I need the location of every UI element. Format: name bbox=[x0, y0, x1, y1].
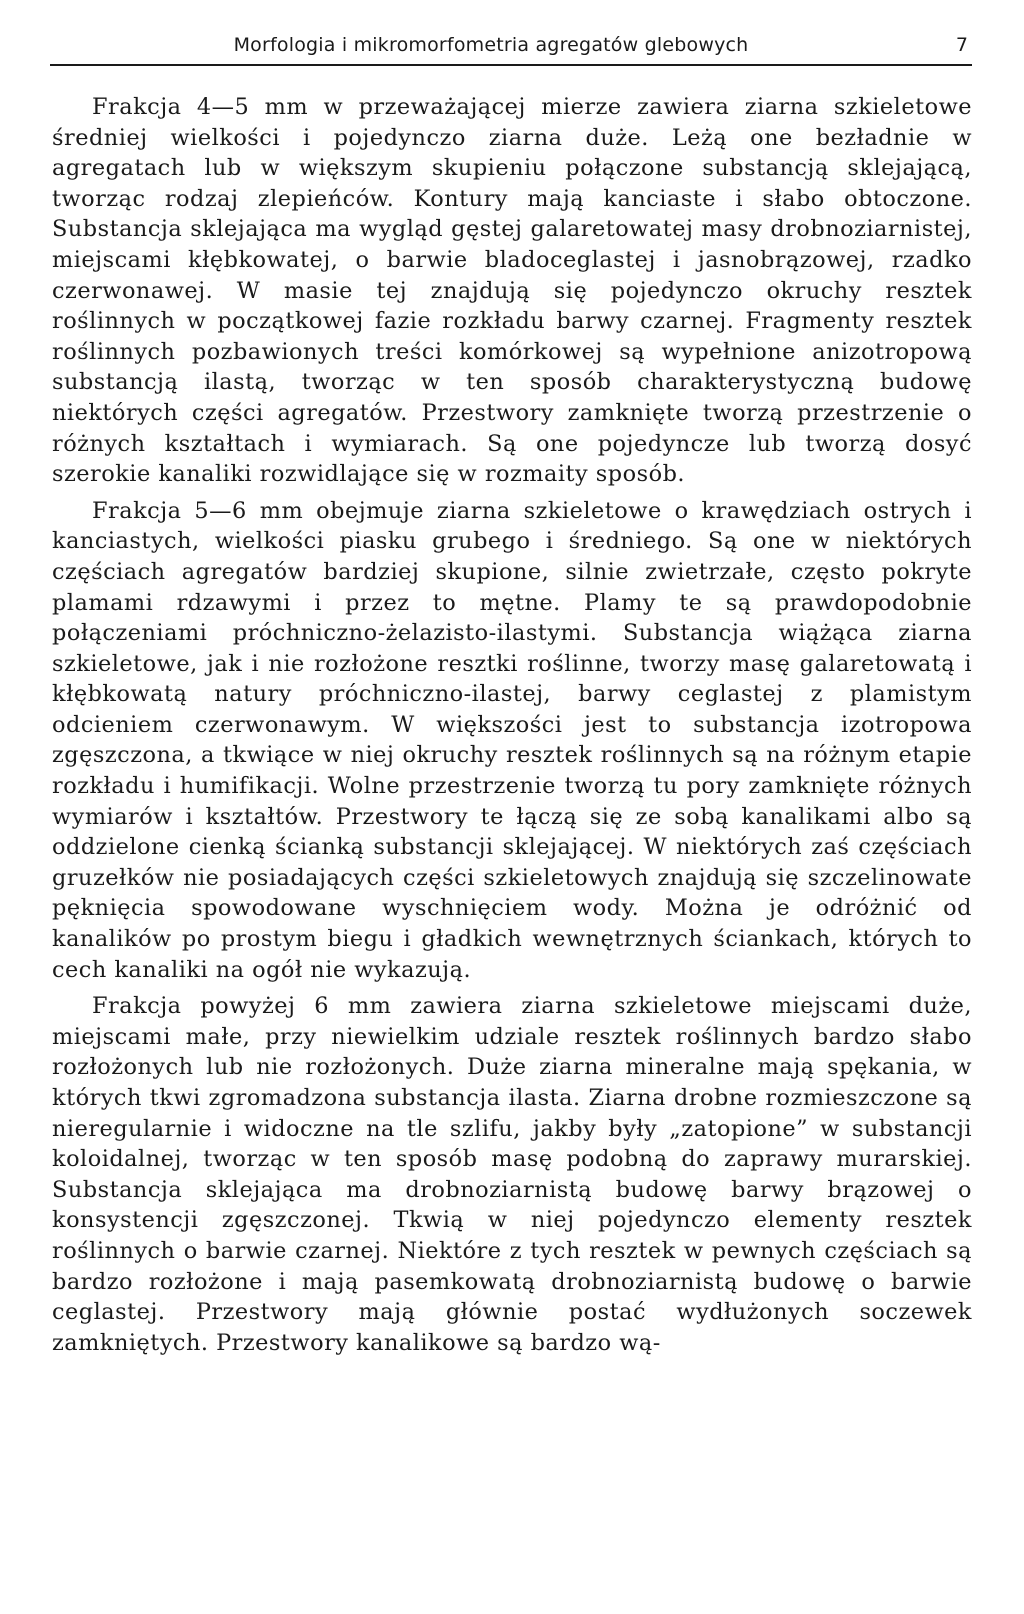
page-number: 7 bbox=[955, 34, 968, 56]
paragraph-fraction-5-6mm: Frakcja 5—6 mm obejmuje ziarna szkieletowe o krawędziach ostrych i kanciastych, wielkości piasku grubego i średniego. Są one w niektórych częściach agregatów bardziej skupione, silnie zwietrzałe, często pokryte plamami rdzawymi i przez to mętne. Plamy te są prawdopodobnie połączeniami próchniczno-żelazisto-ilastymi. Substancja wiążąca ziarna szkieletowe, jak i nie rozłożone resztki roślinne, tworzy masę galaretowatą i kłębkowatą natury próchniczno-ilastej, barwy ceglastej z plamistym odcieniem czerwonawym. W większości jest to substancja izotropowa zgęszczona, a tkwiące w niej okruchy resztek roślinnych są na różnym etapie rozkładu i humifikacji. Wolne przestrzenie tworzą tu pory zamknięte różnych wymiarów i kształtów. Przestwory te łączą się ze sobą kanalikami albo są oddzielone cienką ścianką substancji sklejającej. W niektórych zaś częściach gruzełków nie posiadających części szkieletowych znajdują się szczelinowate pęknięcia spowodowane wyschnięciem wody. Można je odróżnić od kanalików po prostym biegu i gładkich wewnętrznych ściankach, których to cech kanaliki na ogół nie wykazują. bbox=[52, 497, 972, 983]
running-title: Morfologia i mikromorfometria agregatów glebowych bbox=[233, 34, 749, 56]
body-text bbox=[52, 92, 972, 1364]
paragraph-fraction-4-5mm: Frakcja 4—5 mm w przeważającej mierze zawiera ziarna szkieletowe średniej wielkości i pojedynczo ziarna duże. Leżą one bezładnie w agregatach lub w większym skupieniu połączone substancją sklejającą, tworząc rodzaj zlepieńców. Kontury mają kanciaste i słabo obtoczone. Substancja sklejająca ma wygląd gęstej galaretowatej masy drobnoziarnistej, miejscami kłębkowatej, o barwie bladoceglastej i jasnobrązowej, rzadko czerwonawej. W masie tej znajdują się pojedynczo okruchy resztek roślinnych w początkowej fazie rozkładu barwy czarnej. Fragmenty resztek roślinnych pozbawionych treści komórkowej są wypełnione anizotropową substancją ilastą, tworząc w ten sposób charakterystyczną budowę niektórych części agregatów. Przestwory zamknięte tworzą przestrzenie o różnych kształtach i wymiarach. Są one pojedyncze lub tworzą dosyć szerokie kanaliki rozwidlające się w rozmaity sposób. bbox=[52, 94, 972, 488]
running-header bbox=[50, 30, 972, 66]
paragraph-fraction-above-6mm: Frakcja powyżej 6 mm zawiera ziarna szkieletowe miejscami duże, miejscami małe, przy niewielkim udziale resztek roślinnych bardzo słabo rozłożonych lub nie rozłożonych. Duże ziarna mineralne mają spękania, w których tkwi zgromadzona substancja ilasta. Ziarna drobne rozmieszczone są nieregularnie i widoczne na tle szlifu, jakby były „zatopione” w substancji koloidalnej, tworząc w ten sposób masę podobną do zaprawy murarskiej. Substancja sklejająca ma drobnoziarnistą budowę barwy brązowej o konsystencji zgęszczonej. Tkwią w niej pojedynczo elementy resztek roślinnych o barwie czarnej. Niektóre z tych resztek w pewnych częściach są bardzo rozłożone i mają pasemkowatą drobnoziarnistą budowę o barwie ceglastej. Przestwory mają głównie postać wydłużonych soczewek zamkniętych. Przestwory kanalikowe są bardzo wą- bbox=[52, 993, 972, 1356]
